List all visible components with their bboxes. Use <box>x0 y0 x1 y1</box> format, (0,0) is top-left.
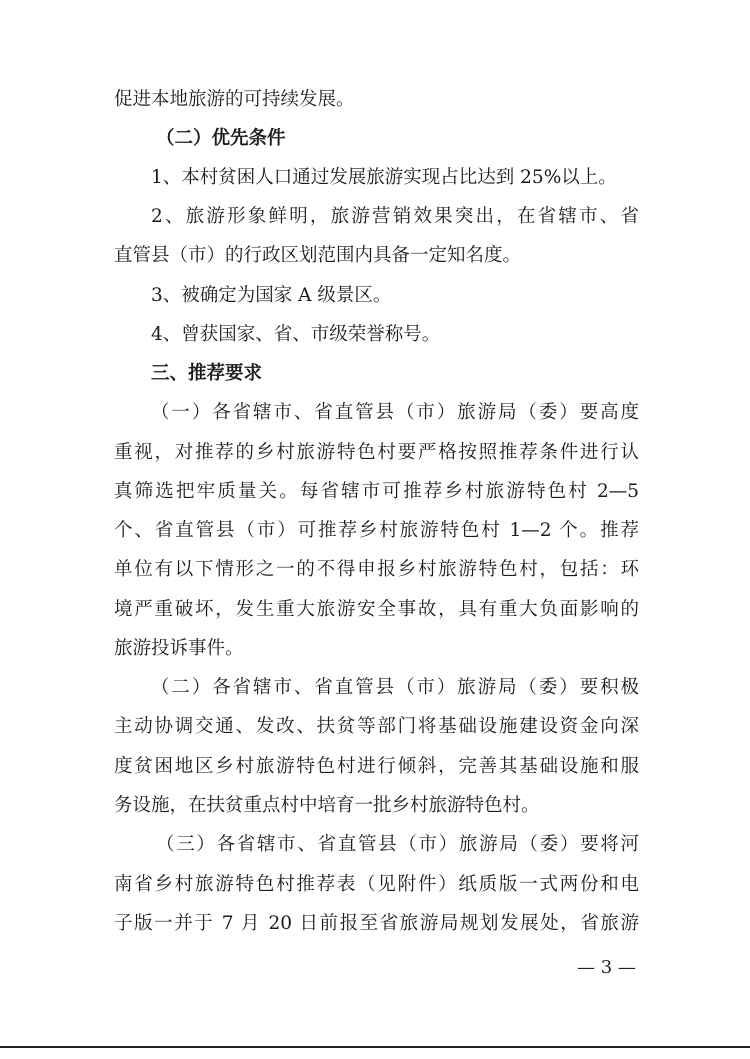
body-text-line: 真筛选把牢质量关。每省辖市可推荐乡村旅游特色村 2—5 <box>114 481 639 502</box>
body-text-line: 旅游投诉事件。 <box>114 638 244 659</box>
body-text-line: 3、被确定为国家 A 级景区。 <box>151 285 392 306</box>
body-text-line: （三）各省辖市、省直管县（市）旅游局（委）要将河 <box>156 834 639 855</box>
body-text-line: 务设施，在扶贫重点村中培育一批乡村旅游特色村。 <box>114 795 540 816</box>
body-text-line: 单位有以下情形之一的不得申报乡村旅游特色村，包括：环 <box>114 559 639 580</box>
body-text-line: 1、本村贫困人口通过发展旅游实现占比达到 25%以上。 <box>151 167 617 188</box>
footer-rule <box>0 1046 750 1048</box>
body-text-line: 境严重破坏，发生重大旅游安全事故，具有重大负面影响的 <box>114 599 639 620</box>
body-text-line: 度贫困地区乡村旅游特色村进行倾斜，完善其基础设施和服 <box>114 756 639 777</box>
body-text-line: （二）各省辖市、省直管县（市）旅游局（委）要积极 <box>151 677 639 698</box>
body-text-line: 直管县（市）的行政区划范围内具备一定知名度。 <box>114 245 522 266</box>
body-text-line: （一）各省辖市、省直管县（市）旅游局（委）要高度 <box>151 402 639 423</box>
body-text-line: 南省乡村旅游特色村推荐表（见附件）纸质版一式两份和电 <box>114 874 639 895</box>
page-number: — 3 — <box>577 957 636 978</box>
body-text-line: 4、曾获国家、省、市级荣誉称号。 <box>151 324 441 345</box>
body-text-line: 子版一并于 7 月 20 日前报至省旅游局规划发展处，省旅游 <box>114 913 639 934</box>
section-subheading: （二）优先条件 <box>156 128 286 149</box>
body-text-line: 2、旅游形象鲜明，旅游营销效果突出，在省辖市、省 <box>151 206 639 227</box>
body-text-line: 主动协调交通、发改、扶贫等部门将基础设施建设资金向深 <box>114 716 639 737</box>
body-text-line: 促进本地旅游的可持续发展。 <box>114 89 355 110</box>
section-heading: 三、推荐要求 <box>151 363 263 384</box>
body-text-line: 个、省直管县（市）可推荐乡村旅游特色村 1—2 个。推荐 <box>114 520 639 541</box>
body-text-line: 重视，对推荐的乡村旅游特色村要严格按照推荐条件进行认 <box>114 442 639 463</box>
